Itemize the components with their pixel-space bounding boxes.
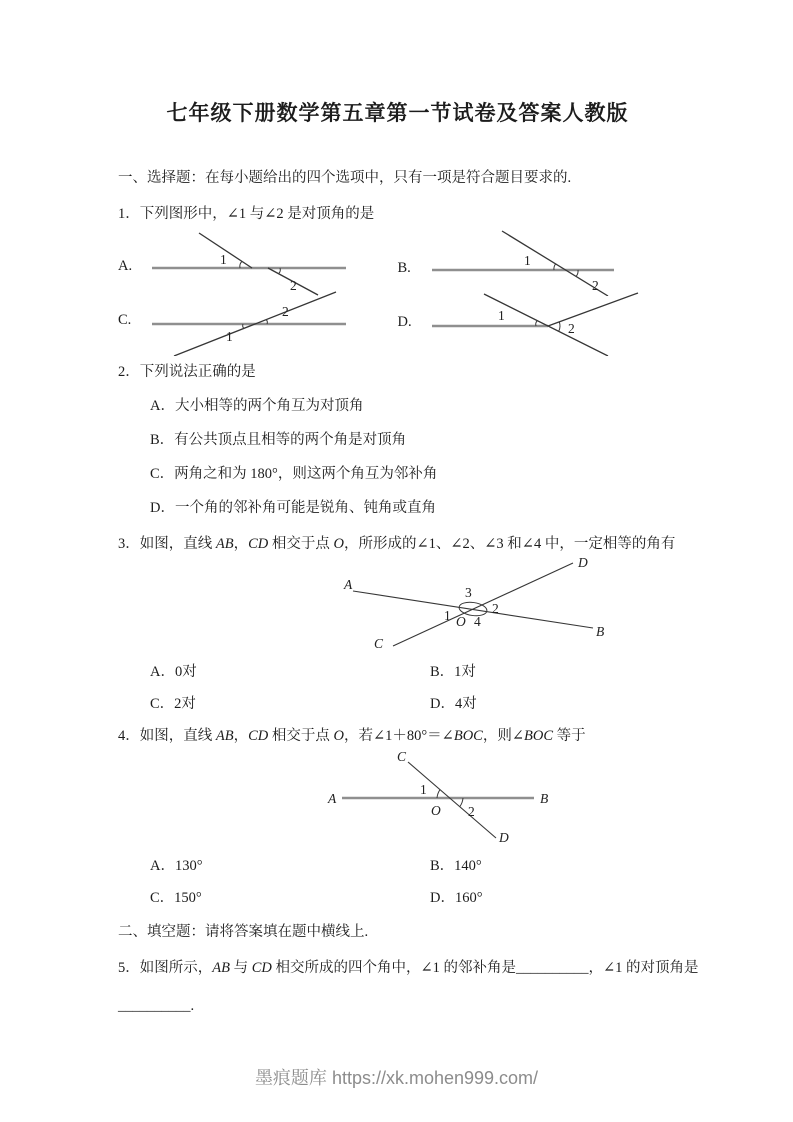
q1-figure-b xyxy=(424,228,674,296)
q3-point-a-label: A xyxy=(344,577,353,592)
figure-c-angle1-label: 1 xyxy=(226,329,233,344)
section2-heading: 二、填空题：请将答案填在题中横线上. xyxy=(118,924,369,940)
page-title: 七年级下册数学第五章第一节试卷及答案人教版 xyxy=(166,101,629,125)
q3-option-c: C．2对 xyxy=(150,696,196,712)
q3-point-b-label: B xyxy=(596,624,605,639)
q1-figure-a-cell xyxy=(118,228,398,296)
q4-option-a: A．130° xyxy=(150,858,203,874)
q4-options-row1 xyxy=(118,856,677,876)
q5-stem-line1: 5．如图所示，AB 与 CD 相交所成的四个角中，∠1 的邻补角是__________，∠1 的对顶角是 xyxy=(118,960,699,976)
q1-choice-a-label: A. xyxy=(118,258,133,274)
figure-c-angle2-label: 2 xyxy=(282,304,289,319)
q4-line-cd xyxy=(408,762,496,838)
q4-option-c: C．150° xyxy=(150,890,202,906)
q2-stem: 2．下列说法正确的是 xyxy=(118,364,256,380)
q1-figures-row2 xyxy=(118,290,677,356)
footer-watermark: 墨痕题库 https://xk.mohen999.com/ xyxy=(254,1068,539,1088)
figure-a-angle1-label: 1 xyxy=(220,252,227,267)
q4-point-d-label: D xyxy=(499,830,509,844)
q1-figure-c-cell xyxy=(118,290,398,356)
figure-d-upper-ray xyxy=(548,293,638,326)
q5-stem-line2: __________. xyxy=(118,998,195,1014)
q4-figure xyxy=(308,748,588,844)
q1-figure-d xyxy=(424,290,674,356)
q1-choice-b-label: B. xyxy=(397,260,411,276)
q4-point-c-label: C xyxy=(397,749,407,764)
q3-options-row1 xyxy=(118,662,677,682)
q4-angle2-label: 2 xyxy=(468,804,475,819)
q1-figures-row1 xyxy=(118,228,677,296)
q3-point-d-label: D xyxy=(578,556,588,570)
q3-angle2-label: 2 xyxy=(492,601,499,616)
figure-a-angle2-label: 2 xyxy=(290,278,297,293)
q4-point-o-label: O xyxy=(431,803,441,818)
q3-option-d: D．4对 xyxy=(430,696,477,712)
q1-stem: 1．下列图形中，∠1 与∠2 是对顶角的是 xyxy=(118,206,375,222)
q1-figure-b-cell xyxy=(398,228,678,296)
q3-figure xyxy=(308,556,608,650)
q3-option-a: A．0对 xyxy=(150,664,197,680)
q4-option-b: B．140° xyxy=(430,858,482,874)
q1-choice-d-label: D. xyxy=(397,314,412,330)
q3-options-row2 xyxy=(118,694,677,714)
q4-options-row2 xyxy=(118,888,677,908)
q4-angle1-label: 1 xyxy=(420,782,427,797)
q1-figure-a xyxy=(144,228,394,296)
section1-heading: 一、选择题：在每小题给出的四个选项中，只有一项是符合题目要求的. xyxy=(118,170,572,186)
q2-option-d: D．一个角的邻补角可能是锐角、钝角或直角 xyxy=(150,500,436,516)
q3-angle3-label: 3 xyxy=(465,585,472,600)
figure-b-angle2-label: 2 xyxy=(591,278,599,293)
figure-d-angle2-label: 2 xyxy=(567,321,575,336)
q4-option-d: D．160° xyxy=(430,890,483,906)
q1-figure-d-cell xyxy=(398,290,678,356)
q4-stem: 4．如图，直线 AB，CD 相交于点 O，若∠1＋80°＝∠BOC，则∠BOC 等于 xyxy=(118,728,586,744)
figure-d-angle1-label: 1 xyxy=(497,308,505,323)
q4-point-a-label: A xyxy=(328,791,337,806)
q3-point-o-label: O xyxy=(456,614,466,629)
page-content xyxy=(118,0,699,1016)
figure-d-angle2-arc xyxy=(558,322,559,332)
q2-option-c: C．两角之和为 180°，则这两个角互为邻补角 xyxy=(150,466,438,482)
q3-line-cd xyxy=(393,563,573,646)
q4-point-b-label: B xyxy=(540,791,549,806)
q3-point-c-label: C xyxy=(374,636,384,650)
q2-option-a: A．大小相等的两个角互为对顶角 xyxy=(150,398,364,414)
q3-stem: 3．如图，直线 AB，CD 相交于点 O，所形成的∠1、∠2、∠3 和∠4 中，一定相等的角有 xyxy=(118,536,676,552)
q3-option-b: B．1对 xyxy=(430,664,476,680)
q1-figure-c xyxy=(144,290,394,356)
q3-angle4-label: 4 xyxy=(474,614,481,629)
q2-option-b: B．有公共顶点且相等的两个角是对顶角 xyxy=(150,432,407,448)
q3-angle1-label: 1 xyxy=(444,608,451,623)
q1-choice-c-label: C. xyxy=(118,312,132,328)
figure-b-angle1-label: 1 xyxy=(523,253,531,268)
